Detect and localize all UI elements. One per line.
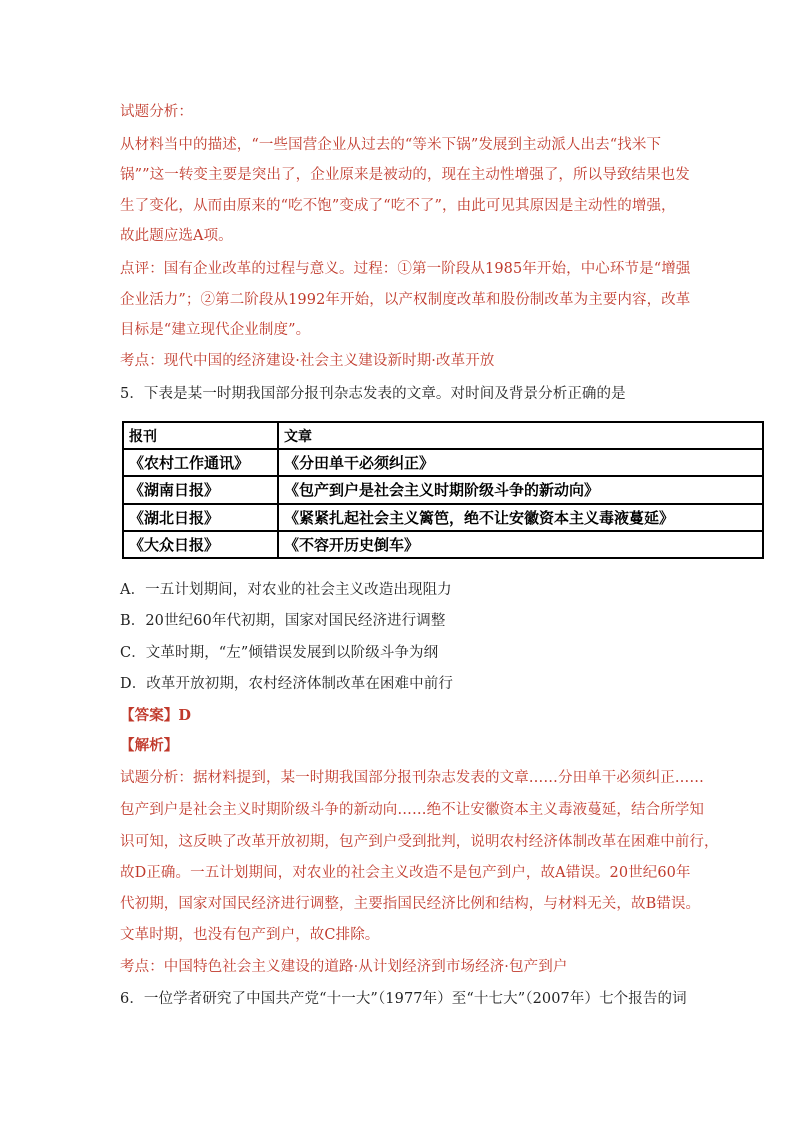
option-b: B．20世纪60年代初期，国家对国民经济进行调整 (120, 613, 446, 629)
comment-line: 点评：国有企业改革的过程与意义。过程：①第一阶段从1985年开始，中心环节是“增强 (120, 261, 691, 277)
table-row (123, 449, 763, 476)
q5-analysis-line: 识可知，这反映了改革开放初期，包产到户受到批判，说明农村经济体制改革在困难中前行， (120, 834, 719, 850)
table-header-cell: 报刊 (123, 422, 278, 449)
option-d: D．改革开放初期，农村经济体制改革在困难中前行 (120, 676, 453, 692)
table-cell-article: 《包产到户是社会主义时期阶级斗争的新动向》 (278, 476, 763, 503)
table-cell-newspaper: 《大众日报》 (123, 531, 278, 558)
answer: 【答案】D (120, 707, 192, 724)
kaodian-prev: 考点：现代中国的经济建设·社会主义建设新时期·改革开放 (120, 353, 495, 369)
table-cell-newspaper: 《农村工作通讯》 (123, 449, 278, 476)
jiexi-label: 【解析】 (120, 737, 179, 754)
comment-line: 目标是“建立现代企业制度”。 (120, 322, 311, 338)
q5-analysis-line: 故D正确。一五计划期间，对农业的社会主义改造不是包产到户，故A错误。20世纪60年 (120, 865, 691, 881)
analysis-label: 试题分析： (120, 104, 193, 120)
table-header-cell: 文章 (278, 422, 763, 449)
table-cell-newspaper: 《湖北日报》 (123, 504, 278, 531)
table-header-row (123, 422, 763, 449)
table-cell-article: 《分田单干必须纠正》 (278, 449, 763, 476)
analysis-line: 从材料当中的描述，“一些国营企业从过去的“等米下锅”发展到主动派人出去“找米下 (120, 137, 662, 153)
q5-analysis-line: 包产到户是社会主义时期阶级斗争的新动向……绝不让安徽资本主义毒液蔓延，结合所学知 (120, 802, 704, 818)
question-6-stem: 6．一位学者研究了中国共产党“十一大”（1977年）至“十七大”（2007年）七个报告的词 (120, 991, 687, 1007)
table-row (123, 531, 763, 558)
question-5-table (122, 421, 764, 559)
option-a: A．一五计划期间，对农业的社会主义改造出现阻力 (120, 582, 452, 598)
analysis-line: 锅””这一转变主要是突出了，企业原来是被动的，现在主动性增强了，所以导致结果也发 (120, 167, 690, 183)
analysis-line: 生了变化，从而由原来的“吃不饱”变成了“吃不了”，由此可见其原因是主动性的增强， (120, 198, 676, 214)
q5-analysis-line: 试题分析：据材料提到，某一时期我国部分报刊杂志发表的文章……分田单干必须纠正…… (120, 770, 704, 786)
table-cell-article: 《不容开历史倒车》 (278, 531, 763, 558)
q5-analysis-line: 代初期，国家对国民经济进行调整，主要指国民经济比例和结构，与材料无关，故B错误。 (120, 896, 701, 912)
table-cell-newspaper: 《湖南日报》 (123, 476, 278, 503)
table-row (123, 504, 763, 531)
question-5-stem: 5．下表是某一时期我国部分报刊杂志发表的文章。对时间及背景分析正确的是 (120, 386, 626, 402)
table-row (123, 476, 763, 503)
q5-analysis-line: 文革时期，也没有包产到户，故C排除。 (120, 927, 380, 943)
kaodian: 考点：中国特色社会主义建设的道路·从计划经济到市场经济·包产到户 (120, 959, 568, 975)
comment-line: 企业活力”；②第二阶段从1992年开始，以产权制度改革和股份制改革为主要内容，改革 (120, 292, 691, 308)
option-c: C．文革时期，“左”倾错误发展到以阶级斗争为纲 (120, 645, 439, 661)
table-cell-article: 《紧紧扎起社会主义篱笆，绝不让安徽资本主义毒液蔓延》 (278, 504, 763, 531)
analysis-line: 故此题应选A项。 (120, 228, 233, 244)
